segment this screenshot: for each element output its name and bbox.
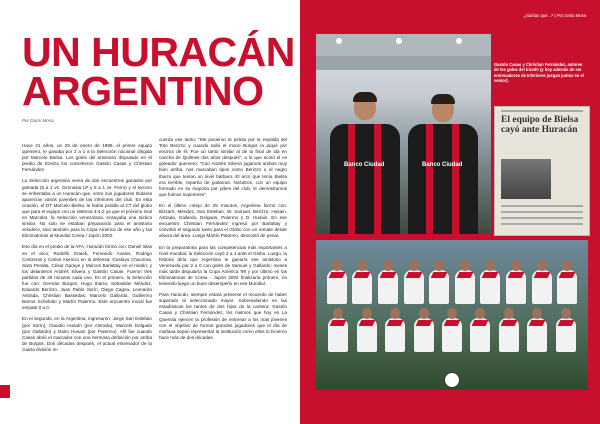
player-hair (431, 94, 455, 104)
stadium-stand (316, 34, 491, 56)
text-line (501, 211, 583, 213)
team-player (499, 318, 519, 352)
team-back-row (324, 270, 580, 304)
team-player (385, 318, 405, 352)
team-player (404, 270, 424, 304)
team-player (455, 270, 475, 304)
team-player (357, 318, 377, 352)
team-player (352, 270, 372, 304)
photo-caption: Gastón Casas y Christian Fernández, autores de los goles del triunfo (y hoy además de ser entrenadores de Inferiores juegan juntos en el senior). (494, 62, 584, 84)
paragraph: Para Huracán, siempre estará presente el recuerdo de haber superado al seleccionado mayor. Sobresaliendo en las estadísticas los tantos de dos hijos de la cantera: Gastón Casas y Christian Fernández, los mismos que hoy en La Quemita ejercen la profesión de entrenar a los más jóvenes con el objetivo de formar grandes jugadores que el día de mañana sepan representar la institución como ellos lo hicieron hace más de dos décadas. (159, 292, 287, 340)
jersey-stripe (348, 124, 355, 234)
player-fernandez (408, 78, 478, 234)
team-player (527, 318, 547, 352)
paragraph: La Selección argentina venía de dos encuentros ganados por goleada (6 a 1 vs. Gimnasia LP y 5 a 1 vs. Ferro) y el tercero se enfrentaba a un Huracán que, entre sus jugadores titulares aparecían varios juveniles de las inferiores del club. En esta ocasión, el DT Marcelo Bielsa, le había pedido al CT del globo que para el equipo con un sistema 4-4-2 ya que el próximo rival en Marcabo, la Selección venezolana, ensayaba una táctica similar. No solo se estaban preparando para el amistoso venidero, sino también para la Copa América de ese año y las Eliminatorias al Mundial Corea / Japón 2002. (22, 178, 152, 239)
team-player (470, 318, 490, 352)
jersey-stripe (452, 124, 459, 234)
team-player (506, 270, 526, 304)
jersey-sponsor: Banco Ciudad (344, 162, 385, 168)
text-line (501, 205, 583, 207)
text-line (501, 223, 583, 225)
paragraph: Hace 21 años, un 29 de enero de 1999, el primer equipo quemero, le ganaba por 2 a 1 a la Selección nacional dirigida por Marcelo Bielsa. Los goles del amistoso disputado en el predio de Ezeiza los convirtieron Gastón Casas y Christian Fernández. (22, 143, 152, 173)
team-player (442, 318, 462, 352)
jersey-sponsor: Banco Ciudad (422, 162, 463, 168)
paragraph: En la preparatoria para las competencias más importantes a nivel mundial, la Selección cayó 2 a 1 ante el Globo. Luego, la historia diría que Argentina le ganaría ese amistoso a Venezuela por 2 a 0 con goles de Samuel y Gallardo; meses más tarde disputaría la Copa América '99 y por último en las Eliminatorias de Corea - Japón 2002 finalizaría primero, no teniendo luego un buen desempeño en ese Mundial. (159, 244, 287, 287)
jersey (330, 124, 400, 234)
team-front-row (324, 318, 580, 352)
player-hair (353, 92, 377, 102)
team-player (414, 318, 434, 352)
team-player (556, 318, 576, 352)
players-photo (316, 34, 491, 234)
article-title-line2: ARGENTINO (22, 68, 264, 114)
newspaper-photo (501, 159, 551, 199)
team-player (532, 270, 552, 304)
divider (501, 110, 583, 112)
stadium-stand-lower (316, 56, 491, 70)
floodlight-icon (336, 38, 342, 44)
team-player (378, 270, 398, 304)
team-player (327, 270, 347, 304)
page-marker-bar (0, 385, 10, 398)
paragraph: Ese día en el predio de la AFA, Huracán formó con: Daniel Islas en el arco; Rodolfo Graieb, Fernando Ávalos, Rodrigo Contreras y Carlos Asencio en la defensa; Gustavo Chacoma, Sixto Peralta, César Garaye y Marcos Barlattay en el medio; y los delanteros Andrés Silvera y Gastón Casas. Fueron tres partidos de 25 minutos cada uno. En el primero, la Selección fue con: Germán Burgos, Hugo Ibarra, Sebastián Méndez, Eduardo Berizzo, Juan Pablo Sorín, Diego Cagna, Leonardo Astrada, Christian Bassedas, Marcelo Gallardo, Guillermo Barros Schelotto y Martín Palermo. Este encuentro inicial fue empate 0 a 0. (22, 244, 152, 311)
paragraph: cuerda ese tanto: "Me pusieron la pelota por la espalda del Toto Berizzo y cuando salió el mono Burgos la piqué por encima de él. Fue un tanto similar al de la final de ida en cancha de Quilmes dos años después", a lo que acotó el ex goleador quemero: "Con Andrés Silvera jugamos ambos muy bien arriba, nos marcaban tipos como Berizzo o el negro Ibarra que tenían un nivel bárbaro. El arco que tenía Bielsa era terrible, repartía de guitarras. Nosotros, con un equipo formado en su mayoría por pibes del club, le demostramos que fuimos superiores". (159, 137, 287, 197)
text-line (501, 217, 583, 219)
team-player (557, 270, 577, 304)
article-title-line1: UN HURACÁN (22, 29, 295, 75)
article-column-1 (22, 143, 152, 358)
jersey-stripe (426, 124, 433, 234)
byline: Por Darío Mosa (22, 118, 54, 123)
team-player (480, 270, 500, 304)
jersey (408, 124, 478, 234)
team-photo (316, 240, 588, 390)
floodlight-icon (456, 38, 462, 44)
floodlight-icon (396, 38, 402, 44)
paragraph: En el segundo, en la Argentina, ingresaron: Jorge San Esteban (por Sorín), Claudio Husaín (por Astrada), Marcelo Delgado (por Gallardo) y Dario Husain (por Palermo). Allí fue cuando Casas abrió el marcador con una hermosa definición por arriba de Burgos. Dos décadas después, el actual entrenador de la cuarta división re- (22, 316, 152, 352)
paragraph: En el último cotejo de 25 minutos, Argentina formó con: Bizzarri, Méndez, San Esteban, W. Samuel, Berizzo, Husain, Astrada, Gallardo, Delgado, Palermo y D. Husain. En ese encuentro Christian Fernández ingresó por Barlattay y convirtió el segundo tanto para el Globo con un remate desde afuera del área. Luego Martín Palermo, descontó de penal. (159, 202, 287, 239)
newspaper-clipping (494, 106, 590, 236)
player-casas (330, 74, 400, 234)
section-header: ¿Sabías qué...? | Por Darío Mosa (523, 13, 586, 18)
football-icon (444, 372, 460, 388)
newspaper-headline: El equipo de Bielsa cayó ante Huracán (501, 115, 579, 135)
team-player (429, 270, 449, 304)
jersey-stripe (374, 124, 381, 234)
article-column-2 (159, 137, 287, 346)
team-player (328, 318, 348, 352)
